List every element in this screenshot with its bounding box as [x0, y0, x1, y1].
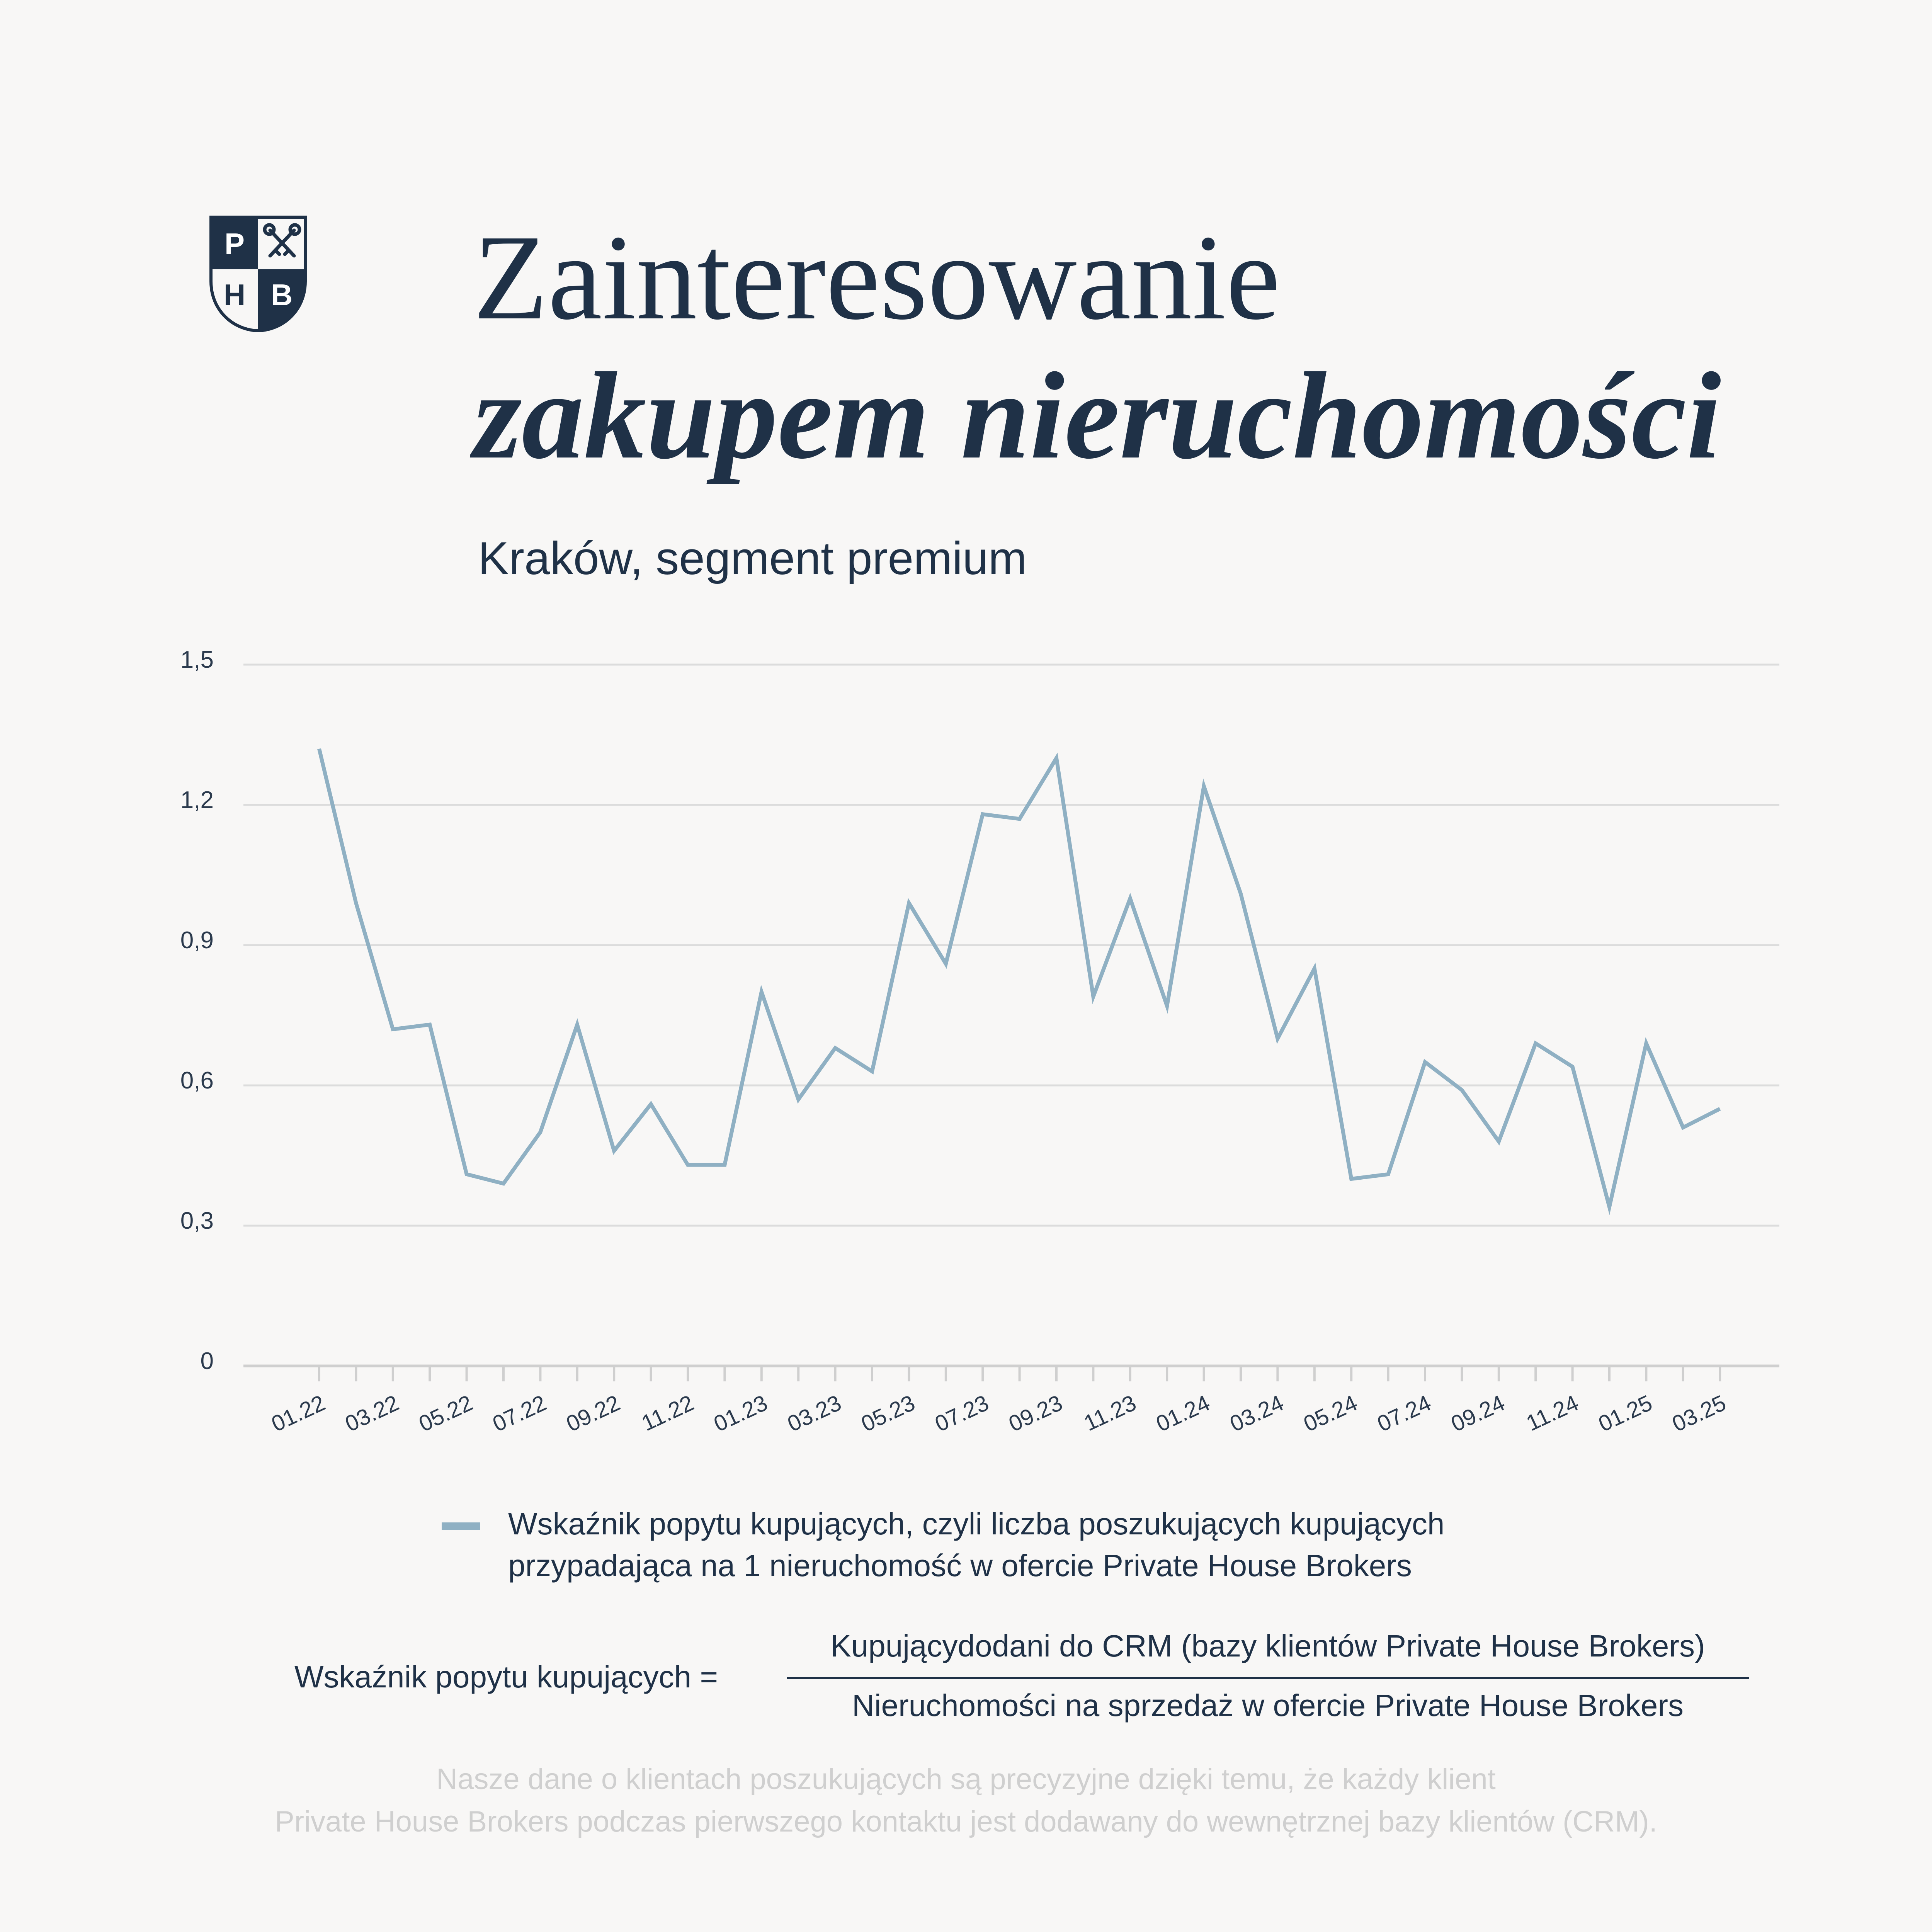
y-tick-label: 1,5	[180, 646, 214, 673]
x-tick-label: 11.24	[1522, 1390, 1583, 1436]
y-tick-label: 1,2	[180, 787, 214, 813]
y-tick-label: 0	[200, 1348, 214, 1374]
x-tick-label: 07.22	[488, 1390, 550, 1437]
logo-letter-p: P	[224, 227, 245, 261]
x-tick-label: 09.23	[1005, 1390, 1066, 1437]
grid-lines	[243, 665, 1779, 1226]
formula-numerator: Kupującydodani do CRM (bazy klientów Private House Brokers)	[830, 1629, 1705, 1663]
legend-label-line2: przypadająca na 1 nieruchomość w ofercie Private House Brokers	[508, 1548, 1412, 1583]
y-tick-label: 0,3	[180, 1208, 214, 1234]
x-tick-label: 03.24	[1226, 1390, 1287, 1437]
series-group	[319, 749, 1720, 1207]
x-tick-label: 07.23	[931, 1390, 993, 1437]
y-tick-label: 0,9	[180, 927, 214, 954]
x-tick-label: 05.22	[415, 1390, 477, 1437]
x-tick-label: 01.22	[267, 1390, 329, 1437]
y-axis-ticks	[180, 646, 214, 1374]
footnote-line1: Nasze dane o klientach poszukujących są precyzyjne dzięki temu, że każdy klient	[436, 1763, 1496, 1796]
logo-letter-b: B	[270, 278, 293, 312]
formula-fraction-bar	[787, 1677, 1749, 1679]
x-tick-label: 05.23	[857, 1390, 919, 1437]
footnote-line2: Private House Brokers podczas pierwszego kontaktu jest dodawany do wewnętrznej bazy klientów (CRM).	[275, 1805, 1657, 1838]
legend-label	[508, 1503, 1667, 1587]
x-tick-label: 01.23	[710, 1390, 772, 1437]
page-title-line1: Zainteresowanie	[473, 210, 1281, 345]
x-tick-label: 01.25	[1594, 1390, 1656, 1437]
formula-denominator: Nieruchomości na sprzedaż w ofercie Private House Brokers	[852, 1688, 1684, 1723]
footnote	[0, 1758, 1932, 1843]
y-tick-label: 0,6	[180, 1067, 214, 1094]
x-tick-label: 11.23	[1080, 1390, 1140, 1436]
x-tick-label: 01.24	[1152, 1390, 1214, 1437]
x-tick-label: 03.22	[341, 1390, 403, 1437]
logo-letter-h: H	[223, 278, 246, 312]
x-tick-label: 07.24	[1373, 1390, 1435, 1437]
series-line	[319, 749, 1720, 1207]
x-tick-label: 03.23	[784, 1390, 845, 1437]
page-title-line2: zakupem nieruchomości	[473, 347, 1721, 485]
x-axis-ticks	[267, 1366, 1730, 1437]
legend-label-line1: Wskaźnik popytu kupujących, czyli liczba poszukujących kupujących	[508, 1507, 1445, 1541]
formula-label: Wskaźnik popytu kupujących =	[294, 1660, 718, 1694]
legend-swatch	[442, 1522, 480, 1530]
chart-subtitle: Kraków, segment premium	[478, 532, 1027, 584]
x-tick-label: 11.22	[638, 1390, 698, 1436]
x-tick-label: 09.22	[562, 1390, 624, 1437]
x-tick-label: 05.24	[1299, 1390, 1361, 1437]
x-tick-label: 09.24	[1447, 1390, 1509, 1437]
x-tick-label: 03.25	[1668, 1390, 1730, 1437]
